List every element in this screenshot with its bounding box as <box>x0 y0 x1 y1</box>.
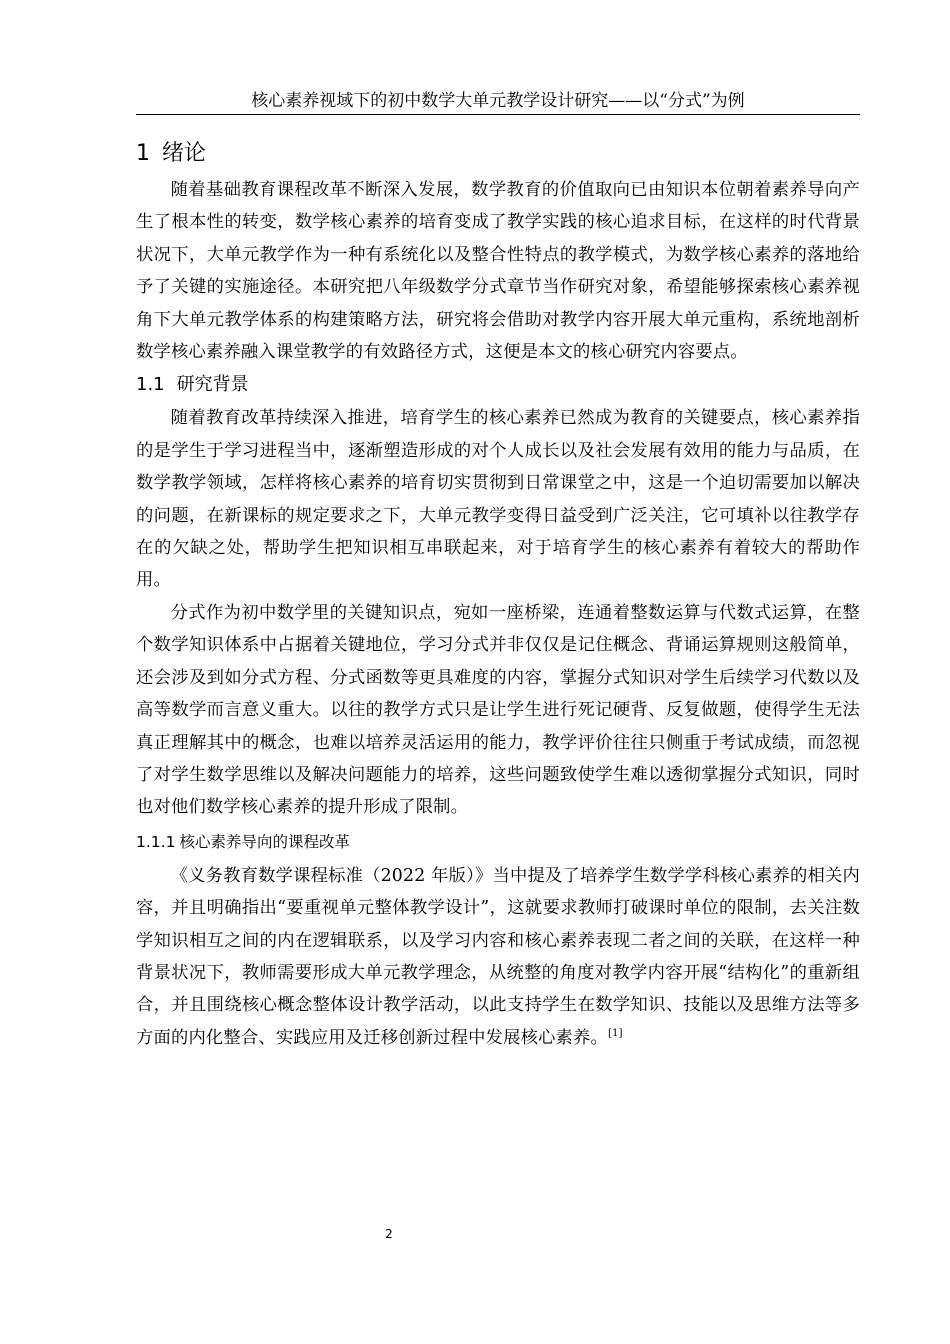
citation-reference[interactable]: [1] <box>608 1027 623 1039</box>
subsection-title: 核心素养导向的课程改革 <box>179 832 350 851</box>
subsection-number: 1.1.1 <box>136 832 176 851</box>
subsection-paragraph <box>136 860 860 1054</box>
page-number: 2 <box>385 1227 393 1241</box>
section-heading <box>136 368 860 402</box>
section-paragraph-1: 随着教育改革持续深入推进，培育学生的核心素养已然成为教育的关键要点，核心素养指的是学生于学习进程当中，逐渐塑造形成的对个人成长以及社会发展有效用的能力与品质，在数学教学领域，怎样将核心素养的培育切实贯彻到日常课堂之中，这是一个迫切需要加以解决的问题，在新课标的规定要求之下，大单元教学变得日益受到广泛关注，它可填补以往教学存在的欠缺之处，帮助学生把知识相互串联起来，对于培育学生的核心素养有着较大的帮助作用。 <box>136 408 860 591</box>
subsection-heading <box>136 824 860 860</box>
section-paragraph-2: 分式作为初中数学里的关键知识点，宛如一座桥梁，连通着整数运算与代数式运算，在整个数学知识体系中占据着关键地位，学习分式并非仅仅是记住概念、背诵运算规则这般简单，还会涉及到如分式方程、分式函数等更具难度的内容，掌握分式知识对学生后续学习代数以及高等数学而言意义重大。以往的教学方式只是让学生进行死记硬背、反复做题，使得学生无法真正理解其中的概念，也难以培养灵活运用的能力，教学评价往往只侧重于考试成绩，而忽视了对学生数学思维以及解决问题能力的培养，这些问题致使学生难以透彻掌握分式知识，同时也对他们数学核心素养的提升形成了限制。 <box>136 602 860 818</box>
document-page <box>136 0 860 1344</box>
header-rule <box>136 114 860 115</box>
running-header: 核心素养视域下的初中数学大单元教学设计研究——以“分式”为例 <box>251 91 745 111</box>
section-number: 1.1 <box>136 374 165 396</box>
chapter-title: 绪论 <box>162 141 207 166</box>
document-body <box>136 128 860 1054</box>
subsection-paragraph-text: 《义务教育数学课程标准（2022 年版）》当中提及了培养学生数学学科核心素养的相关内容，并且明确指出“要重视单元整体教学设计”，这就要求教师打破课时单位的限制，去关注数学知识相互之间的内在逻辑联系，以及学习内容和核心素养表现二者之间的关联，在这样一种背景状况下，教师需要形成大单元教学理念，从统整的角度对教学内容开展“结构化”的重新组合，并且围绕核心概念整体设计教学活动，以此支持学生在数学知识、技能以及思维方法等多方面的内化整合、实践应用及迁移创新过程中发展核心素养。 <box>136 865 860 1048</box>
chapter-intro-paragraph: 随着基础教育课程改革不断深入发展，数学教育的价值取向已由知识本位朝着素养导向产生了根本性的转变，数学核心素养的培育变成了教学实践的核心追求目标，在这样的时代背景状况下，大单元教学作为一种有系统化以及整合性特点的教学模式，为数学核心素养的落地给予了关键的实施途径。本研究把八年级数学分式章节当作研究对象，希望能够探索核心素养视角下大单元教学体系的构建策略方法，研究将会借助对教学内容开展大单元重构，系统地剖析数学核心素养融入课堂教学的有效路径方式，这便是本文的核心研究内容要点。 <box>136 180 860 363</box>
chapter-heading <box>136 136 860 174</box>
section-title: 研究背景 <box>176 374 249 396</box>
chapter-number: 1 <box>136 141 150 166</box>
